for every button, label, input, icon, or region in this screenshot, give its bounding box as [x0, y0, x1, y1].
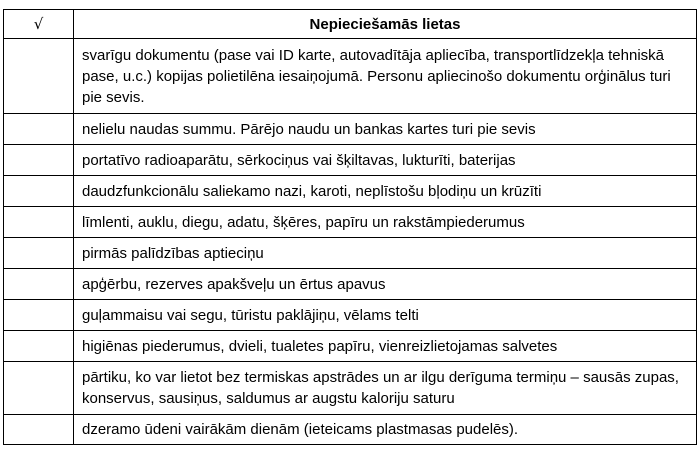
header-row [4, 10, 697, 39]
check-cell[interactable] [4, 331, 74, 362]
check-column-header: √ [4, 10, 74, 39]
check-cell[interactable] [4, 269, 74, 300]
cropped-top-edge [0, 0, 700, 8]
item-text: nelielu naudas summu. Pārējo naudu un bankas kartes turi pie sevis [74, 114, 697, 145]
table-row [4, 415, 697, 445]
table-row [4, 238, 697, 269]
item-text: higiēnas piederumus, dvieli, tualetes papīru, vienreizlietojamas salvetes [74, 331, 697, 362]
table-row [4, 362, 697, 415]
item-text: apģērbu, rezerves apakšveļu un ērtus apavus [74, 269, 697, 300]
item-text: svarīgu dokumentu (pase vai ID karte, autovadītāja apliecība, transportlīdzekļa tehniskā pase, u.c.) kopijas polietilēna iesaiņojumā. Personu apliecinošo dokumentu orģinālus turi pie sevis. [74, 39, 697, 114]
check-cell[interactable] [4, 207, 74, 238]
table-row [4, 176, 697, 207]
item-text: pirmās palīdzības aptieciņu [74, 238, 697, 269]
table-row [4, 145, 697, 176]
check-cell[interactable] [4, 145, 74, 176]
table-row [4, 207, 697, 238]
check-cell[interactable] [4, 39, 74, 114]
table-row [4, 114, 697, 145]
check-cell[interactable] [4, 415, 74, 445]
checklist-table [3, 9, 697, 445]
check-cell[interactable] [4, 362, 74, 415]
item-text: dzeramo ūdeni vairākām dienām (ieteicams plastmasas pudelēs). [74, 415, 697, 445]
table-row [4, 269, 697, 300]
item-text: pārtiku, ko var lietot bez termiskas apstrādes un ar ilgu derīguma termiņu – sausās zupas, konservus, sausiņus, saldumus ar augstu kaloriju saturu [74, 362, 697, 415]
table-row [4, 39, 697, 114]
item-text: portatīvo radioaparātu, sērkociņus vai šķiltavas, lukturīti, baterijas [74, 145, 697, 176]
table-row [4, 331, 697, 362]
check-cell[interactable] [4, 114, 74, 145]
item-text: daudzfunkcionālu saliekamo nazi, karoti, neplīstošu bļodiņu un krūzīti [74, 176, 697, 207]
table-row [4, 300, 697, 331]
check-cell[interactable] [4, 176, 74, 207]
item-text: guļammaisu vai segu, tūristu paklājiņu, vēlams telti [74, 300, 697, 331]
check-cell[interactable] [4, 300, 74, 331]
item-text: līmlenti, auklu, diegu, adatu, šķēres, papīru un rakstāmpiederumus [74, 207, 697, 238]
check-cell[interactable] [4, 238, 74, 269]
items-column-header: Nepieciešamās lietas [74, 10, 697, 39]
